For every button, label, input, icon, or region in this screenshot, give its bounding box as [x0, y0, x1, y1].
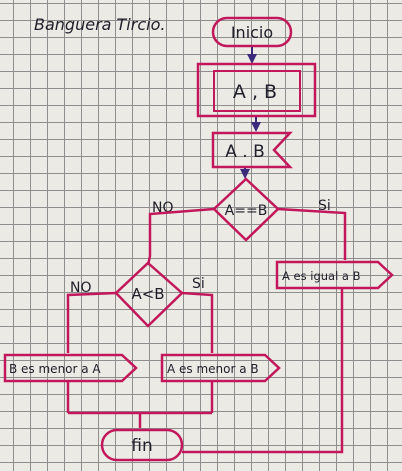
- output-equal-label: A es igual a B: [282, 269, 361, 283]
- decision-equal-label: A==B: [224, 203, 268, 219]
- output-a-less-label: A es menor a B: [167, 362, 259, 376]
- output-a-less: [162, 355, 279, 381]
- equal-yes-label: Si: [318, 198, 331, 214]
- edge-less-yes: [182, 293, 212, 353]
- read-label: A . B: [225, 142, 265, 162]
- edge-equal-yes: [278, 209, 345, 260]
- decision-less: [116, 263, 182, 326]
- input-box: [198, 64, 315, 116]
- decision-less-label: A<B: [131, 285, 165, 303]
- end-terminal: [102, 430, 182, 460]
- output-equal: [277, 262, 392, 288]
- read-shape: [213, 133, 290, 167]
- output-b-less-label: B es menor a A: [9, 362, 101, 376]
- start-label: Inicio: [230, 23, 274, 42]
- output-b-less: [5, 355, 136, 381]
- decision-equal: [214, 179, 278, 240]
- less-yes-label: Si: [192, 276, 205, 292]
- less-no-label: NO: [70, 280, 92, 296]
- edge-equal-no: [148, 209, 214, 265]
- equal-no-label: NO: [152, 200, 174, 216]
- end-label: fin: [131, 436, 153, 456]
- author-title: Banguera Tircio.: [34, 15, 166, 34]
- input-label: A , B: [232, 81, 278, 103]
- edge-less-no: [68, 293, 116, 353]
- start-terminal: [213, 18, 291, 46]
